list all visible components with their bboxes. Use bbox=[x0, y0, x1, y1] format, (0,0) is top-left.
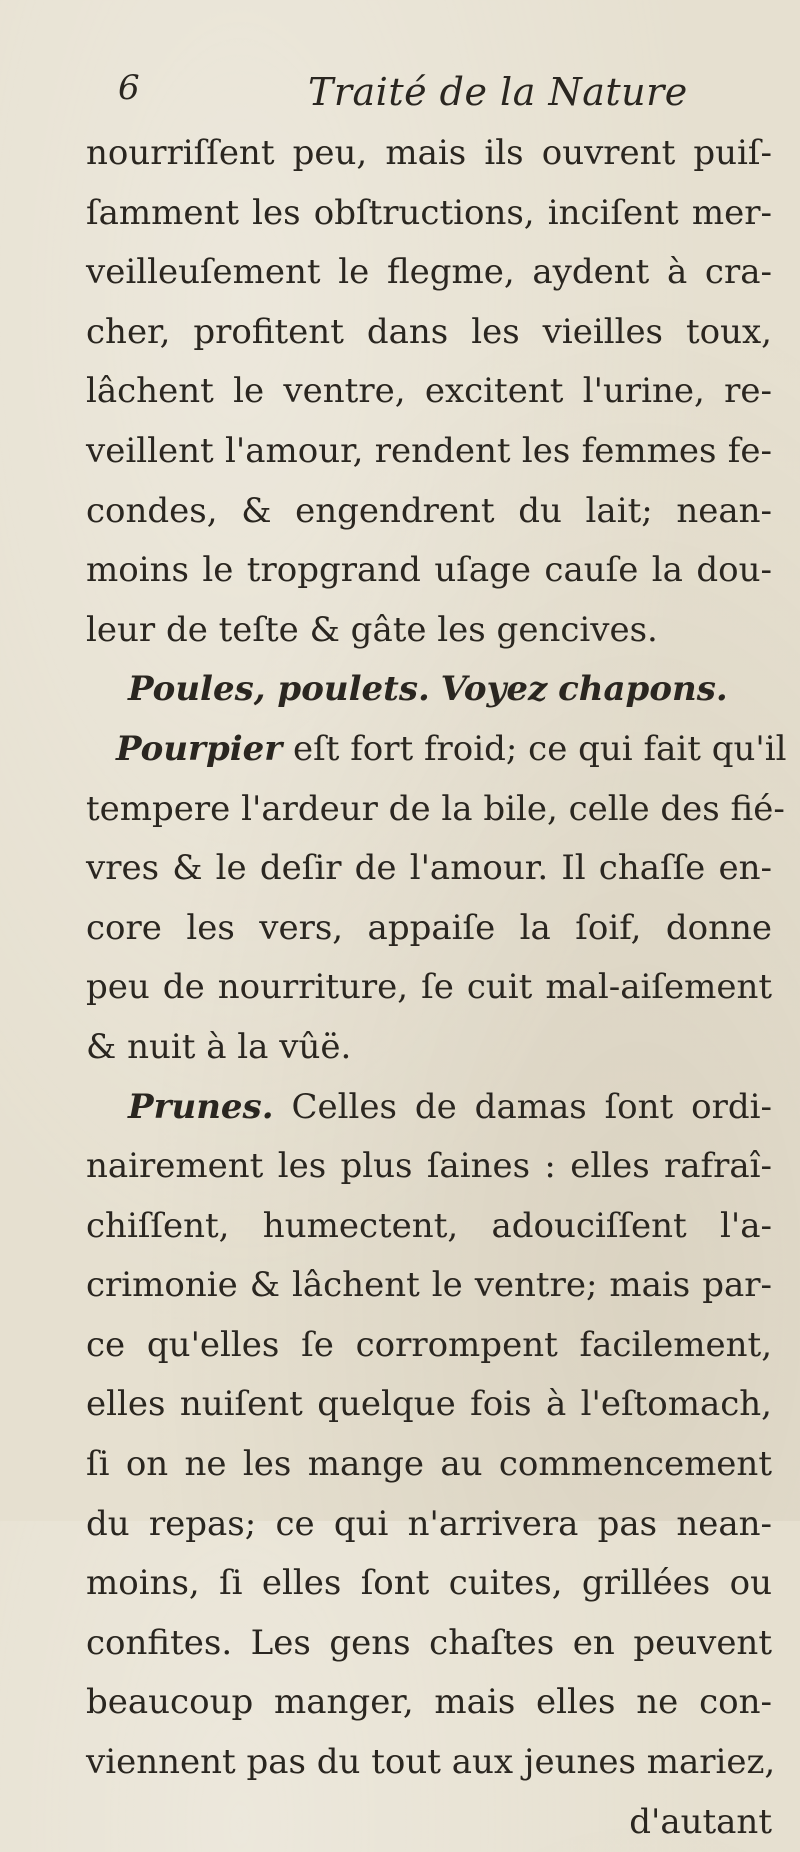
text-line: lâchent le ventre, excitent l'urine, re- bbox=[86, 371, 772, 412]
text-line: core les vers, appaiſe la ſoif, donne bbox=[86, 907, 772, 948]
text-line: veilleuſement le flegme, aydent à cra- bbox=[86, 252, 772, 293]
catchword: d'autant bbox=[629, 1801, 772, 1842]
entry-head: Pourpier bbox=[116, 728, 283, 769]
text-line: confites. Les gens chaſtes en peuvent bbox=[86, 1622, 772, 1663]
text-line: crimonie & lâchent le ventre; mais par- bbox=[86, 1265, 772, 1306]
text-line: condes, & engendrent du lait; nean- bbox=[86, 490, 772, 531]
entry-text: eſt fort froid; ce qui fait qu'il bbox=[293, 728, 787, 769]
text-line: viennent pas du tout aux jeunes mariez, bbox=[86, 1742, 776, 1783]
text-line: du repas; ce qui n'arrivera pas nean- bbox=[86, 1503, 772, 1544]
text-line: nairement les plus ſaines : elles rafraî- bbox=[86, 1146, 772, 1187]
entry-head: Poules, poulets. bbox=[128, 669, 430, 710]
text-line: cher, profitent dans les vieilles toux, bbox=[86, 311, 772, 352]
text-line: chiſſent, humectent, adouciſſent l'a- bbox=[86, 1205, 772, 1246]
page-header bbox=[0, 68, 800, 128]
entry-pourpier bbox=[86, 720, 787, 780]
text-line: moins le tropgrand uſage cauſe la dou- bbox=[86, 550, 772, 591]
text-line: moins, ſi elles ſont cuites, grillées ou bbox=[86, 1563, 772, 1604]
text-line: peu de nourriture, ſe cuit mal-aiſement bbox=[86, 967, 772, 1008]
running-title: Traité de la Nature bbox=[308, 70, 688, 114]
text-line: ce qu'elles ſe corrompent facilement, bbox=[86, 1324, 772, 1365]
text-line: veillent l'amour, rendent les femmes fe- bbox=[86, 430, 772, 471]
text-line: tempere l'ardeur de la bile, celle des fié- bbox=[86, 788, 785, 829]
cross-reference-target: chapons. bbox=[558, 669, 728, 710]
text-line: & nuit à la vûë. bbox=[86, 1026, 352, 1067]
entry-poules bbox=[86, 660, 772, 720]
cross-reference: Voyez bbox=[440, 669, 548, 710]
text-line: ſi on ne les mange au commencement bbox=[86, 1444, 772, 1485]
entry-prunes bbox=[86, 1078, 772, 1138]
text-line: leur de teſte & gâte les gencives. bbox=[86, 609, 658, 650]
text-line: beaucoup manger, mais elles ne con- bbox=[86, 1682, 772, 1723]
text-line: nourriſſent peu, mais ils ouvrent puiſ- bbox=[86, 133, 772, 173]
entry-text: Celles de damas ſont ordi- bbox=[291, 1086, 772, 1127]
text-line: ſamment les obſtructions, inciſent mer- bbox=[86, 192, 772, 233]
page-number: 6 bbox=[118, 68, 140, 108]
text-line: elles nuiſent quelque fois à l'eſtomach, bbox=[86, 1384, 772, 1425]
entry-head: Prunes. bbox=[128, 1086, 274, 1127]
text-line: vres & le deſir de l'amour. Il chaſſe en- bbox=[86, 848, 772, 889]
body-text bbox=[86, 124, 787, 1852]
